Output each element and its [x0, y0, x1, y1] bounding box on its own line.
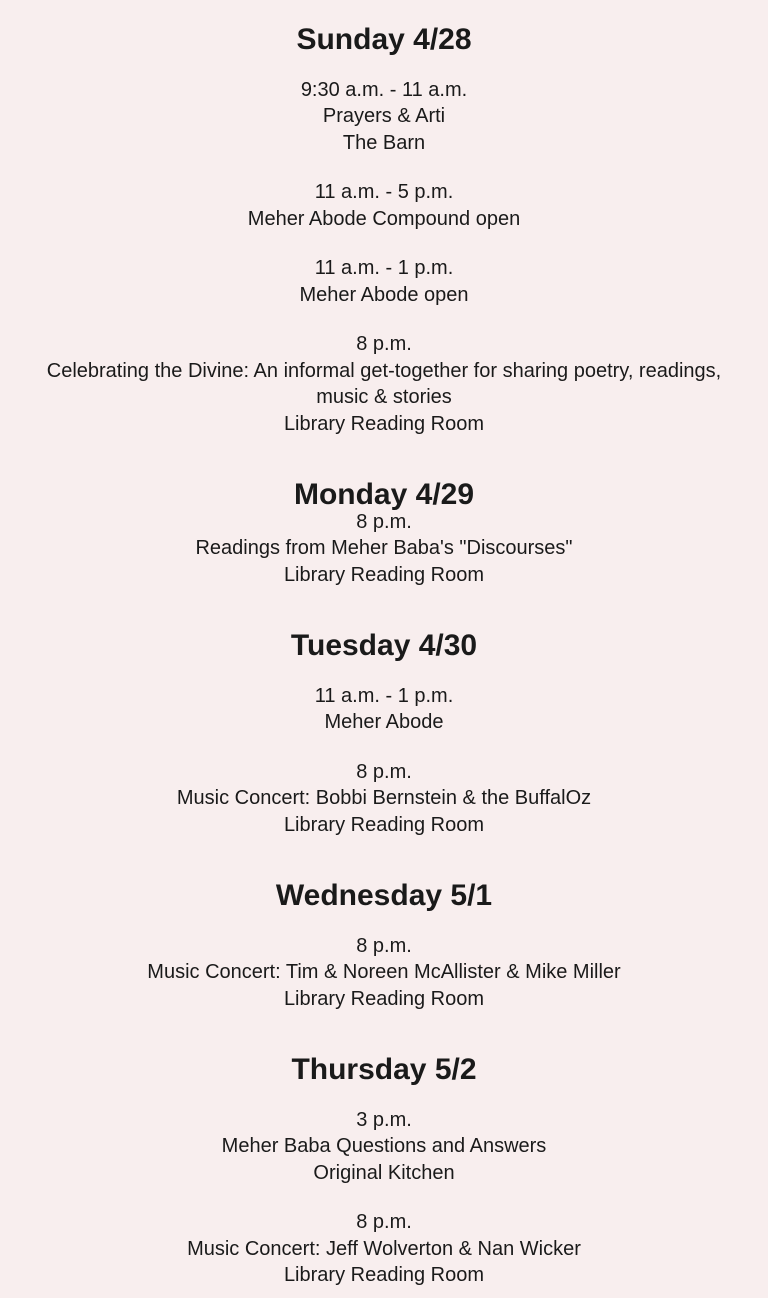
event-location: Library Reading Room [283, 563, 485, 586]
event-item [0, 77, 768, 157]
day-title: Tuesday 4/30 [290, 629, 478, 662]
event-description: Prayers & Arti [322, 105, 446, 127]
event-location: Library Reading Room [283, 412, 485, 435]
event-item [0, 1209, 768, 1289]
event-item [0, 179, 768, 232]
event-item [0, 1107, 768, 1187]
day-monday [0, 478, 768, 588]
event-time: 8 p.m. [356, 934, 412, 957]
event-item [0, 331, 768, 437]
event-location: Library Reading Room [283, 813, 485, 836]
event-time: 8 p.m. [356, 510, 412, 533]
event-time: 8 p.m. [356, 760, 412, 783]
event-description: Meher Abode [324, 711, 444, 733]
event-time: 11 a.m. - 1 p.m. [314, 684, 454, 707]
day-title: Monday 4/29 [293, 478, 475, 511]
event-time: 8 p.m. [356, 333, 412, 355]
event-description: Music Concert: Tim & Noreen McAllister & Mike Miller [147, 961, 621, 983]
event-item [0, 759, 768, 839]
event-time: 11 a.m. - 5 p.m. [314, 181, 454, 203]
event-location: The Barn [342, 131, 426, 154]
event-description: Meher Abode Compound open [247, 207, 521, 230]
event-item [0, 255, 768, 308]
day-thursday [0, 1053, 768, 1289]
event-description: Music Concert: Bobbi Bernstein & the BuffalOz [176, 787, 592, 809]
event-time: 9:30 a.m. - 11 a.m. [300, 78, 468, 101]
event-time: 8 p.m. [356, 1211, 412, 1233]
event-location: Original Kitchen [313, 1161, 455, 1184]
event-description: Music Concert: Jeff Wolverton & Nan Wicker [187, 1237, 581, 1260]
event-location: Library Reading Room [283, 1264, 485, 1286]
day-title: Thursday 5/2 [291, 1053, 477, 1086]
day-sunday [0, 23, 768, 437]
event-item [0, 683, 768, 736]
day-tuesday [0, 629, 768, 838]
day-title: Sunday 4/28 [296, 23, 472, 56]
day-title: Wednesday 5/1 [275, 879, 493, 912]
event-description: Readings from Meher Baba's "Discourses" [195, 537, 573, 559]
event-time: 11 a.m. - 1 p.m. [314, 257, 454, 279]
day-wednesday [0, 879, 768, 1012]
event-description: Meher Abode open [299, 283, 469, 306]
event-location: Library Reading Room [283, 987, 485, 1010]
event-description: Celebrating the Divine: An informal get-together for sharing poetry, readings, music & stories [46, 359, 722, 408]
event-item [0, 933, 768, 1013]
event-description: Meher Baba Questions and Answers [221, 1135, 547, 1157]
event-time: 3 p.m. [356, 1108, 412, 1131]
event-item [0, 509, 768, 589]
